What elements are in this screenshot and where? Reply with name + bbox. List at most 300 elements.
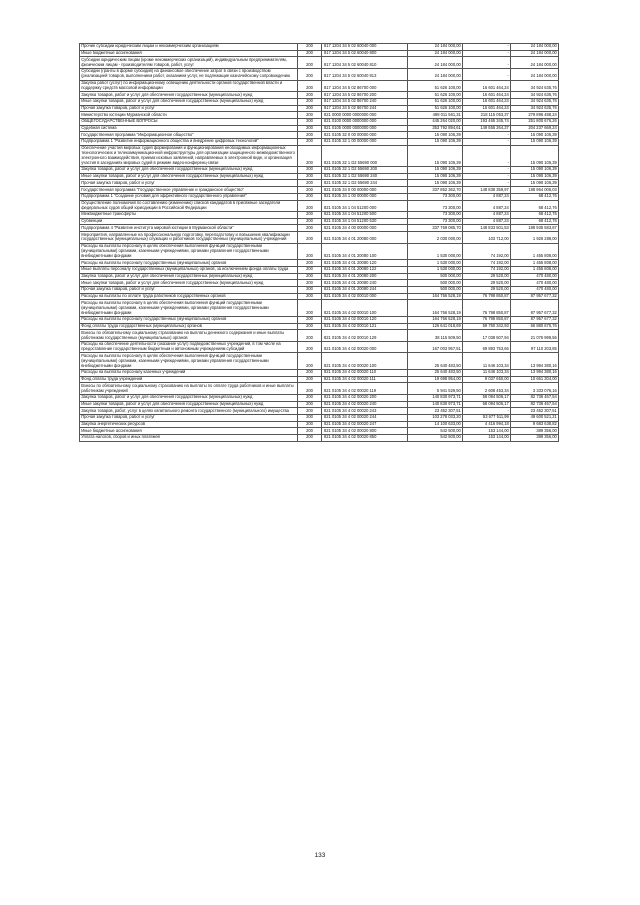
row-line-code: 200	[298, 383, 322, 395]
table-row	[80, 187, 559, 194]
row-line-code: 200	[298, 193, 322, 200]
row-approved-amount: 445 264 020,00	[408, 118, 463, 125]
row-budget-code: 821 0105 34 4 01 20080 200	[322, 273, 408, 280]
row-executed-amount: -	[463, 167, 511, 174]
row-budget-code: 821 0105 34 4 02 00010 120	[322, 316, 408, 323]
row-remaining-amount: 204 237 669,24	[511, 125, 559, 132]
row-remaining-amount: 279 896 488,24	[511, 112, 559, 119]
table-row	[80, 44, 559, 51]
row-remaining-amount: 470 480,00	[511, 287, 559, 294]
table-row	[80, 80, 559, 92]
row-remaining-amount: 9 683 638,82	[511, 421, 559, 428]
row-name: Расходы на выплаты персоналу в целях обеспечения выполнения функций государственными (муниципальными) органами, казенными учреждениями, органами управления государственными внебюджетными фондами	[80, 300, 298, 317]
row-name: Межбюджетные трансферты	[80, 212, 298, 219]
row-name: Осуществление полномочий по составлению (изменению) списков кандидатов в присяжные заседатели федеральных судов общей юрисдикции в Российской Федерации	[80, 200, 298, 212]
row-executed-amount: 11 646 103,34	[463, 369, 511, 376]
row-approved-amount: 25 640 483,50	[408, 369, 463, 376]
row-line-code: 200	[298, 394, 322, 401]
row-budget-code: 821 0105 34 4 02 00020 100	[322, 353, 408, 370]
table-row	[80, 300, 559, 317]
row-executed-amount: -	[463, 180, 511, 187]
row-name: Иные закупки товаров, работ и услуг для обеспечения государственных (муниципальных) нужд	[80, 98, 298, 105]
row-remaining-amount: 21 076 999,56	[511, 330, 559, 342]
row-approved-amount: 51 626 100,00	[408, 80, 463, 92]
row-budget-code: 821 0105 34 4 02 00010 129	[322, 330, 408, 342]
row-line-code: 200	[298, 92, 322, 99]
row-approved-amount: 500 000,00	[408, 273, 463, 280]
row-budget-code: 821 0105 0000 0000000 000	[322, 125, 408, 132]
row-remaining-amount: 24 184 000,00	[511, 50, 559, 57]
row-name: Подпрограмма 4 "Развитие института мировой юстиции в Мурманской области"	[80, 225, 298, 232]
row-budget-code: 821 0105 34 4 01 20080 120	[322, 260, 408, 267]
row-approved-amount: 1 530 000,00	[408, 243, 463, 260]
row-remaining-amount: 251 800 676,26	[511, 118, 559, 125]
row-approved-amount: 73 300,00	[408, 193, 463, 200]
row-remaining-amount: 15 090 106,39	[511, 180, 559, 187]
table-row	[80, 57, 559, 69]
row-remaining-amount: 68 412,76	[511, 212, 559, 219]
row-name: Прочие субсидии юридическим лицам и некоммерческим организациям	[80, 44, 298, 51]
row-approved-amount: 15 090 106,39	[408, 145, 463, 166]
row-approved-amount: 498 011 561,31	[408, 112, 463, 119]
row-line-code: 200	[298, 112, 322, 119]
row-name: Расходы на выплаты персоналу казенных учреждений	[80, 369, 298, 376]
row-approved-amount: 164 756 528,19	[408, 293, 463, 300]
row-approved-amount: 500 000,00	[408, 287, 463, 294]
row-budget-code: 821 0105 34 4 01 20080 100	[322, 243, 408, 260]
table-row	[80, 435, 559, 442]
row-executed-amount: 59 760 342,93	[463, 323, 511, 330]
table-row	[80, 145, 559, 166]
row-executed-amount: 29 520,00	[463, 287, 511, 294]
row-remaining-amount: 15 090 106,39	[511, 167, 559, 174]
row-remaining-amount: 470 480,00	[511, 280, 559, 287]
row-executed-amount: 153 144,00	[463, 428, 511, 435]
table-row	[80, 132, 559, 139]
row-line-code: 200	[298, 260, 322, 267]
row-line-code: 200	[298, 118, 322, 125]
row-remaining-amount: 24 184 000,00	[511, 57, 559, 69]
row-remaining-amount: 15 090 106,39	[511, 145, 559, 166]
row-line-code: 200	[298, 435, 322, 442]
row-name: Фонд оплаты труда учреждений	[80, 376, 298, 383]
row-line-code: 200	[298, 225, 322, 232]
row-remaining-amount: 68 412,76	[511, 200, 559, 212]
row-approved-amount: 73 300,00	[408, 200, 463, 212]
table-row	[80, 376, 559, 383]
table-row	[80, 180, 559, 187]
page-number: 133	[314, 852, 326, 859]
row-name: Обеспечение участия мировых судей формирования и функционирования необходимых информационных технологических и телекоммуникационной инфраструктуры для организации защищенного межведомственного электронного взаимодействия, приема исковых заявлений, направляемых в электронной виде, и организация участия в заседаниях мировых судей в режиме видео-конференц-связи	[80, 145, 298, 166]
row-approved-amount: 337 852 362,70	[408, 187, 463, 194]
row-approved-amount: 73 300,00	[408, 218, 463, 225]
row-executed-amount: 76 798 850,87	[463, 316, 511, 323]
row-executed-amount: 76 798 850,87	[463, 300, 511, 317]
table-row	[80, 125, 559, 132]
row-name: Иные закупки товаров, работ и услуг для обеспечения государственных (муниципальных) нужд	[80, 280, 298, 287]
table-row	[80, 394, 559, 401]
row-remaining-amount: 82 736 467,54	[511, 394, 559, 401]
row-line-code: 200	[298, 180, 322, 187]
row-executed-amount: -	[463, 173, 511, 180]
row-remaining-amount: 1 455 808,00	[511, 243, 559, 260]
row-name: Прочая закупка товаров, работ и услуг	[80, 414, 298, 421]
row-remaining-amount: 13 994 380,16	[511, 353, 559, 370]
row-line-code: 200	[298, 401, 322, 408]
row-name: Закупка товаров, работ и услуг для обеспечения государственных (муниципальных) нужд	[80, 394, 298, 401]
row-executed-amount: 218 115 053,37	[463, 112, 511, 119]
row-name: Расходы на выплаты по оплате труда работников государственных органов	[80, 293, 298, 300]
row-name: Закупка товаров, работ и услуг для обеспечения государственных (муниципальных) нужд	[80, 92, 298, 99]
row-name: Субвенции	[80, 218, 298, 225]
row-approved-amount: 126 641 018,69	[408, 323, 463, 330]
table-row	[80, 383, 559, 395]
row-approved-amount: 14 100 633,00	[408, 421, 463, 428]
table-row	[80, 173, 559, 180]
row-approved-amount: 23 452 307,51	[408, 408, 463, 415]
row-executed-amount: -	[463, 50, 511, 57]
row-line-code: 200	[298, 273, 322, 280]
row-approved-amount: 15 090 106,39	[408, 167, 463, 174]
row-approved-amount: 542 500,00	[408, 435, 463, 442]
row-approved-amount: 140 830 973,71	[408, 401, 463, 408]
row-line-code: 200	[298, 57, 322, 69]
row-remaining-amount: 1 926 288,00	[511, 232, 559, 244]
row-executed-amount: 16 601 464,24	[463, 98, 511, 105]
row-executed-amount: -	[463, 132, 511, 139]
table-row	[80, 212, 559, 219]
row-executed-amount: 29 520,00	[463, 280, 511, 287]
row-executed-amount: 74 192,00	[463, 243, 511, 260]
row-line-code: 200	[298, 266, 322, 273]
row-executed-amount: 193 465 345,74	[463, 118, 511, 125]
row-executed-amount: 16 601 464,24	[463, 80, 511, 92]
row-remaining-amount: 68 412,76	[511, 218, 559, 225]
row-executed-amount: 76 798 850,87	[463, 293, 511, 300]
row-budget-code: 817 1204 34 5 02 60040 813	[322, 68, 408, 80]
row-remaining-amount: 10 661 304,00	[511, 376, 559, 383]
row-name: Иные бюджетные ассигнования	[80, 50, 298, 57]
table-row	[80, 330, 559, 342]
table-row	[80, 323, 559, 330]
row-line-code: 200	[298, 125, 322, 132]
row-remaining-amount: 66 880 675,76	[511, 323, 559, 330]
row-line-code: 200	[298, 80, 322, 92]
table-row	[80, 293, 559, 300]
row-budget-code: 821 0105 34 1 04 51200 530	[322, 218, 408, 225]
row-remaining-amount: 1 455 808,00	[511, 266, 559, 273]
row-remaining-amount: 389 356,00	[511, 435, 559, 442]
row-remaining-amount: 82 736 467,54	[511, 401, 559, 408]
row-name: Расходы на выплаты персоналу в целях обеспечения выполнения функций государственными (муниципальными) органами, казенными учреждениями, органами управления государственными внебюджетными фондами	[80, 243, 298, 260]
row-budget-code: 821 0105 34 4 02 00020 000	[322, 341, 408, 353]
row-line-code: 200	[298, 218, 322, 225]
row-line-code: 200	[298, 428, 322, 435]
row-name: Иные закупки товаров, работ и услуг для обеспечения государственных (муниципальных) нужд	[80, 173, 298, 180]
row-executed-amount: 53 677 511,99	[463, 414, 511, 421]
row-remaining-amount: 49 600 521,21	[511, 414, 559, 421]
row-approved-amount: 51 626 100,00	[408, 92, 463, 99]
row-line-code: 200	[298, 316, 322, 323]
row-budget-code: 821 0105 34 4 02 00020 800	[322, 428, 408, 435]
row-approved-amount: 1 530 000,00	[408, 266, 463, 273]
row-budget-code: 817 1204 34 5 02 86700 244	[322, 105, 408, 112]
row-line-code: 200	[298, 50, 322, 57]
row-remaining-amount: 34 924 635,76	[511, 98, 559, 105]
row-budget-code: 821 0105 34 4 02 00010 000	[322, 293, 408, 300]
row-remaining-amount: 34 924 635,76	[511, 105, 559, 112]
row-executed-amount: 4 887,24	[463, 218, 511, 225]
row-executed-amount: 103 712,00	[463, 232, 511, 244]
table-row	[80, 105, 559, 112]
row-remaining-amount: 188 935 583,87	[511, 225, 559, 232]
row-remaining-amount: 23 452 307,51	[511, 408, 559, 415]
table-row	[80, 232, 559, 244]
row-budget-code: 821 0105 34 4 02 00020 240	[322, 401, 408, 408]
row-approved-amount: 542 500,00	[408, 428, 463, 435]
row-line-code: 200	[298, 145, 322, 166]
row-executed-amount: 149 555 264,37	[463, 125, 511, 132]
row-remaining-amount: 389 356,00	[511, 428, 559, 435]
row-name: Субсидии юридическим лицам (кроме некоммерческих организаций), индивидуальным предпринимателям, физическим лицам - производителям товаров, работ, услуг	[80, 57, 298, 69]
row-line-code: 200	[298, 68, 322, 80]
row-remaining-amount: 470 480,00	[511, 273, 559, 280]
row-executed-amount: 2 608 453,34	[463, 383, 511, 395]
row-executed-amount: 17 038 507,94	[463, 330, 511, 342]
row-executed-amount: 58 094 506,17	[463, 394, 511, 401]
row-remaining-amount: 34 924 635,76	[511, 92, 559, 99]
row-budget-code: 821 0105 34 4 01 20080 240	[322, 280, 408, 287]
row-executed-amount: 148 833 501,53	[463, 225, 511, 232]
budget-table	[79, 43, 559, 442]
row-approved-amount: 51 626 100,00	[408, 105, 463, 112]
row-line-code: 200	[298, 173, 322, 180]
row-line-code: 200	[298, 212, 322, 219]
row-executed-amount: 58 094 506,17	[463, 401, 511, 408]
row-approved-amount: 15 090 106,39	[408, 173, 463, 180]
row-executed-amount: 69 893 753,66	[463, 341, 511, 353]
row-line-code: 200	[298, 98, 322, 105]
row-executed-amount: -	[463, 44, 511, 51]
table-row	[80, 414, 559, 421]
row-name: Прочая закупка товаров, работ и услуг	[80, 180, 298, 187]
row-approved-amount: 15 090 106,39	[408, 138, 463, 145]
budget-table-body	[80, 44, 559, 442]
row-line-code: 200	[298, 341, 322, 353]
row-budget-code: 821 0105 34 4 02 00020 119	[322, 383, 408, 395]
row-line-code: 200	[298, 132, 322, 139]
row-remaining-amount: 13 994 380,16	[511, 369, 559, 376]
table-row	[80, 167, 559, 174]
row-approved-amount: 140 830 973,71	[408, 394, 463, 401]
row-budget-code: 821 0105 32 1 D2 55690 244	[322, 180, 408, 187]
row-budget-code: 821 0105 34 4 02 00020 200	[322, 394, 408, 401]
row-executed-amount: 29 520,00	[463, 273, 511, 280]
table-row	[80, 225, 559, 232]
row-executed-amount: 148 838 359,97	[463, 187, 511, 194]
row-line-code: 200	[298, 330, 322, 342]
row-budget-code: 821 0105 34 4 02 00010 100	[322, 300, 408, 317]
row-name: Иные бюджетные ассигнования	[80, 428, 298, 435]
row-line-code: 200	[298, 323, 322, 330]
row-executed-amount: 74 192,00	[463, 266, 511, 273]
row-executed-amount: 9 037 650,00	[463, 376, 511, 383]
row-approved-amount: 500 000,00	[408, 280, 463, 287]
row-line-code: 200	[298, 300, 322, 317]
row-name: Закупка товаров, работ и услуг для обеспечения государственных (муниципальных) нужд	[80, 167, 298, 174]
table-row	[80, 243, 559, 260]
table-row	[80, 98, 559, 105]
row-remaining-amount: 68 412,76	[511, 193, 559, 200]
row-name: Расходы на выплаты персоналу в целях обеспечения выполнения функций государственными (муниципальными) органами, казенными учреждениями, органами управления государственными внебюджетными фондами	[80, 353, 298, 370]
row-name: Государственная программа "Государственное управление и гражданское общество"	[80, 187, 298, 194]
row-approved-amount: 337 769 085,70	[408, 225, 463, 232]
row-line-code: 200	[298, 232, 322, 244]
row-executed-amount: 74 192,00	[463, 260, 511, 267]
table-row	[80, 193, 559, 200]
row-name: Субсидии (гранты в форме субсидий) на финансовое обеспечение затрат в связи с производством (реализацией товаров, выполнением работ, оказанием услуг, не подлежащие казначейскому сопровождению	[80, 68, 298, 80]
table-row	[80, 341, 559, 353]
table-row	[80, 112, 559, 119]
row-remaining-amount: 3 333 076,16	[511, 383, 559, 395]
row-name: Мероприятия, направленные на профессиональную подготовку, переподготовку и повышение квалификации государственных (муниципальных) служащих и работников государственных (муниципальных) учреждений	[80, 232, 298, 244]
row-line-code: 200	[298, 353, 322, 370]
row-remaining-amount: 34 924 635,76	[511, 80, 559, 92]
row-approved-amount: 24 184 000,00	[408, 57, 463, 69]
row-executed-amount: 16 601 464,24	[463, 92, 511, 99]
table-row	[80, 428, 559, 435]
table-row	[80, 200, 559, 212]
table-row	[80, 50, 559, 57]
row-budget-code: 817 1204 34 5 02 60040 800	[322, 50, 408, 57]
row-budget-code: 821 0105 34 4 02 00010 121	[322, 323, 408, 330]
table-row	[80, 369, 559, 376]
row-name: Закупка товаров, работ, услуг в целях капитального ремонта государственного (муниципального) имущества	[80, 408, 298, 415]
row-approved-amount: 164 756 528,19	[408, 316, 463, 323]
table-row	[80, 280, 559, 287]
row-remaining-amount: 1 455 808,00	[511, 260, 559, 267]
row-approved-amount: 5 941 529,50	[408, 383, 463, 395]
row-executed-amount: 4 887,24	[463, 212, 511, 219]
row-name: Уплата налогов, сборов и иных платежей	[80, 435, 298, 442]
table-row	[80, 138, 559, 145]
row-line-code: 200	[298, 414, 322, 421]
row-approved-amount: 24 184 000,00	[408, 68, 463, 80]
row-name: ОБЩЕГОСУДАРСТВЕННЫЕ ВОПРОСЫ	[80, 118, 298, 125]
row-budget-code: 821 0105 34 4 02 00020 243	[322, 408, 408, 415]
row-name: Государственная программа "Информационное общество"	[80, 132, 298, 139]
row-name: Закупка товаров, работ и услуг для обеспечения государственных (муниципальных) нужд	[80, 273, 298, 280]
row-name: Прочая закупка товаров, работ и услуг	[80, 287, 298, 294]
row-approved-amount: 103 278 033,20	[408, 414, 463, 421]
row-budget-code: 821 0105 34 4 02 00020 244	[322, 414, 408, 421]
row-executed-amount: -	[463, 145, 511, 166]
row-line-code: 200	[298, 200, 322, 212]
row-executed-amount: 153 144,00	[463, 435, 511, 442]
row-name: Фонд оплаты труда государственных (муниципальных) органов	[80, 323, 298, 330]
row-approved-amount: 51 626 100,00	[408, 98, 463, 105]
row-budget-code: 821 0105 32 1 D2 55690 200	[322, 167, 408, 174]
row-line-code: 200	[298, 44, 322, 51]
row-name: Иные закупки товаров, работ и услуг для обеспечения государственных (муниципальных) нужд	[80, 401, 298, 408]
table-row	[80, 273, 559, 280]
row-line-code: 200	[298, 105, 322, 112]
row-approved-amount: 38 115 509,50	[408, 330, 463, 342]
row-budget-code: 821 0000 0000 0000000 000	[322, 112, 408, 119]
row-approved-amount: 25 640 483,50	[408, 353, 463, 370]
row-remaining-amount: 15 090 106,39	[511, 173, 559, 180]
table-row	[80, 421, 559, 428]
row-budget-code: 821 0105 34 1 04 51200 000	[322, 200, 408, 212]
row-executed-amount: 4 887,24	[463, 193, 511, 200]
table-row	[80, 353, 559, 370]
row-remaining-amount: 87 957 677,32	[511, 300, 559, 317]
row-budget-code: 821 0105 34 4 01 20080 000	[322, 232, 408, 244]
row-remaining-amount: 87 957 677,32	[511, 316, 559, 323]
row-budget-code: 817 1204 34 5 02 86700 000	[322, 80, 408, 92]
table-row	[80, 401, 559, 408]
row-line-code: 200	[298, 287, 322, 294]
row-name: Подпрограмма 1 "Развитие информационного общества и внедрение цифровых технологий"	[80, 138, 298, 145]
row-budget-code: 821 0105 32 1 00 00000 000	[322, 138, 408, 145]
row-budget-code: 821 0105 32 0 00 00000 000	[322, 132, 408, 139]
row-executed-amount: -	[463, 57, 511, 69]
row-name: Закупка энергетических ресурсов	[80, 421, 298, 428]
row-line-code: 200	[298, 187, 322, 194]
row-budget-code: 821 0105 34 4 01 20080 244	[322, 287, 408, 294]
table-row	[80, 287, 559, 294]
row-remaining-amount: 188 964 006,03	[511, 187, 559, 194]
row-approved-amount: 15 090 106,39	[408, 132, 463, 139]
row-line-code: 200	[298, 280, 322, 287]
table-row	[80, 218, 559, 225]
row-name: Судебная система	[80, 125, 298, 132]
row-budget-code: 817 1204 34 5 02 86700 200	[322, 92, 408, 99]
row-line-code: 200	[298, 376, 322, 383]
table-row	[80, 92, 559, 99]
row-executed-amount: 16 601 464,24	[463, 105, 511, 112]
row-executed-amount: 11 646 103,34	[463, 353, 511, 370]
table-row	[80, 266, 559, 273]
row-budget-code: 821 0105 34 0 00 00000 000	[322, 187, 408, 194]
row-approved-amount: 73 300,00	[408, 212, 463, 219]
row-line-code: 200	[298, 421, 322, 428]
row-budget-code: 821 0105 34 4 02 00020 247	[322, 421, 408, 428]
row-budget-code: 817 1204 34 5 02 60040 810	[322, 57, 408, 69]
row-budget-code: 821 0105 32 1 D2 55690 000	[322, 145, 408, 166]
row-remaining-amount: 15 090 106,39	[511, 132, 559, 139]
table-row	[80, 260, 559, 267]
row-name: Взносы по обязательному социальному страхованию на выплаты по оплате труда работников и иные выплаты работникам учреждений	[80, 383, 298, 395]
row-budget-code: 821 0105 34 4 02 00020 850	[322, 435, 408, 442]
table-row	[80, 316, 559, 323]
row-remaining-amount: 15 090 106,39	[511, 138, 559, 145]
row-budget-code: 821 0100 0000 0000000 000	[322, 118, 408, 125]
row-budget-code: 817 1204 34 5 02 86700 240	[322, 98, 408, 105]
row-executed-amount: -	[463, 408, 511, 415]
row-approved-amount: 167 003 957,51	[408, 341, 463, 353]
row-approved-amount: 2 030 000,00	[408, 232, 463, 244]
row-name: Иные выплаты персоналу государственных (муниципальных) органов, за исключением фонда оплаты труда	[80, 266, 298, 273]
row-line-code: 200	[298, 369, 322, 376]
row-line-code: 200	[298, 408, 322, 415]
row-remaining-amount: 87 957 677,32	[511, 293, 559, 300]
row-name: Подпрограмма 1 "Создание условий для эффективного государственного управления"	[80, 193, 298, 200]
row-name: Расходы на выплаты персоналу государственных (муниципальных) органов	[80, 316, 298, 323]
row-approved-amount: 24 184 000,00	[408, 44, 463, 51]
row-approved-amount: 353 792 894,61	[408, 125, 463, 132]
table-row	[80, 118, 559, 125]
